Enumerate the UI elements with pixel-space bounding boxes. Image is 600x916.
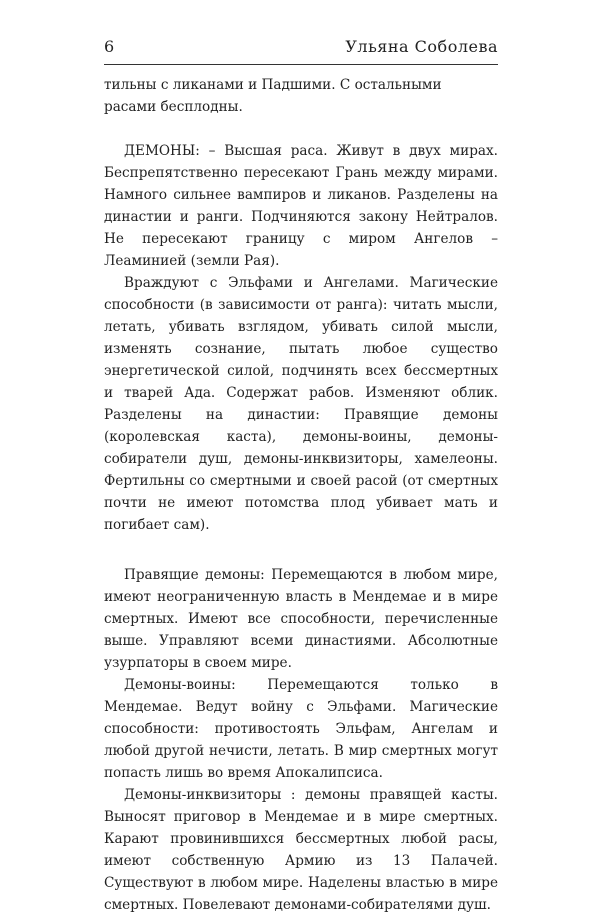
paragraph-demons-definition: ДЕМОНЫ: – Высшая раса. Живут в двух мирах. Беспрепятственно пересекают Грань между мирами. Намного сильнее вампиров и ликанов. Разделены на династии и ранги. Подчиняются закону Нейтралов. Не пересекают границу с миром Ангелов – Леаминией (земли Рая). xyxy=(104,143,498,269)
page-number: 6 xyxy=(104,37,115,56)
paragraph-demons-abilities: Враждуют с Эльфами и Ангелами. Магические способности (в зависимости от ранга): читать мысли, летать, убивать взглядом, убивать силой мысли, изменять сознание, пытать любое существо энергетической силой, подчинять всех бессмертных и тварей Ада. Содержат рабов. Изменяют облик. Разделены на династии: Правящие демоны (королевская каста), демоны-воины, демоны-собиратели душ, демоны-инквизиторы, хамелеоны. Фертильны со смертными и своей расой (от смертных почти не имеют потомства плод убивает мать и погибает сам). xyxy=(104,275,498,533)
paragraph-continuation: тильны с ликанами и Падшими. С остальными расами бесплодны. xyxy=(104,77,442,115)
body-text xyxy=(104,74,498,916)
running-head-author: Ульяна Соболева xyxy=(345,37,498,56)
paragraph-ruling-demons: Правящие демоны: Перемещаются в любом мире, имеют неограниченную власть в Мендемае и в мире смертных. Имеют все способности, перечисленные выше. Управляют всеми династиями. Абсолютные узурпаторы в своем мире. xyxy=(104,567,498,671)
header-rule xyxy=(104,64,498,65)
paragraph-demon-warriors: Демоны-воины: Перемещаются только в Мендемае. Ведут войну с Эльфами. Магические способности: противостоять Эльфам, Ангелам и любой другой нечисти, летать. В мир смертных могут попасть лишь во время Апокалипсиса. xyxy=(104,677,498,781)
paragraph-demon-inquisitors: Демоны-инквизиторы : демоны правящей касты. Выносят приговор в Мендемае и в мире смертных. Карают провинившихся бессмертных любой расы, имеют собственную Армию из 13 Палачей. Существуют в любом мире. Наделены властью в мире смертных. Повелевают демонами-собирателями душ. xyxy=(104,787,498,913)
